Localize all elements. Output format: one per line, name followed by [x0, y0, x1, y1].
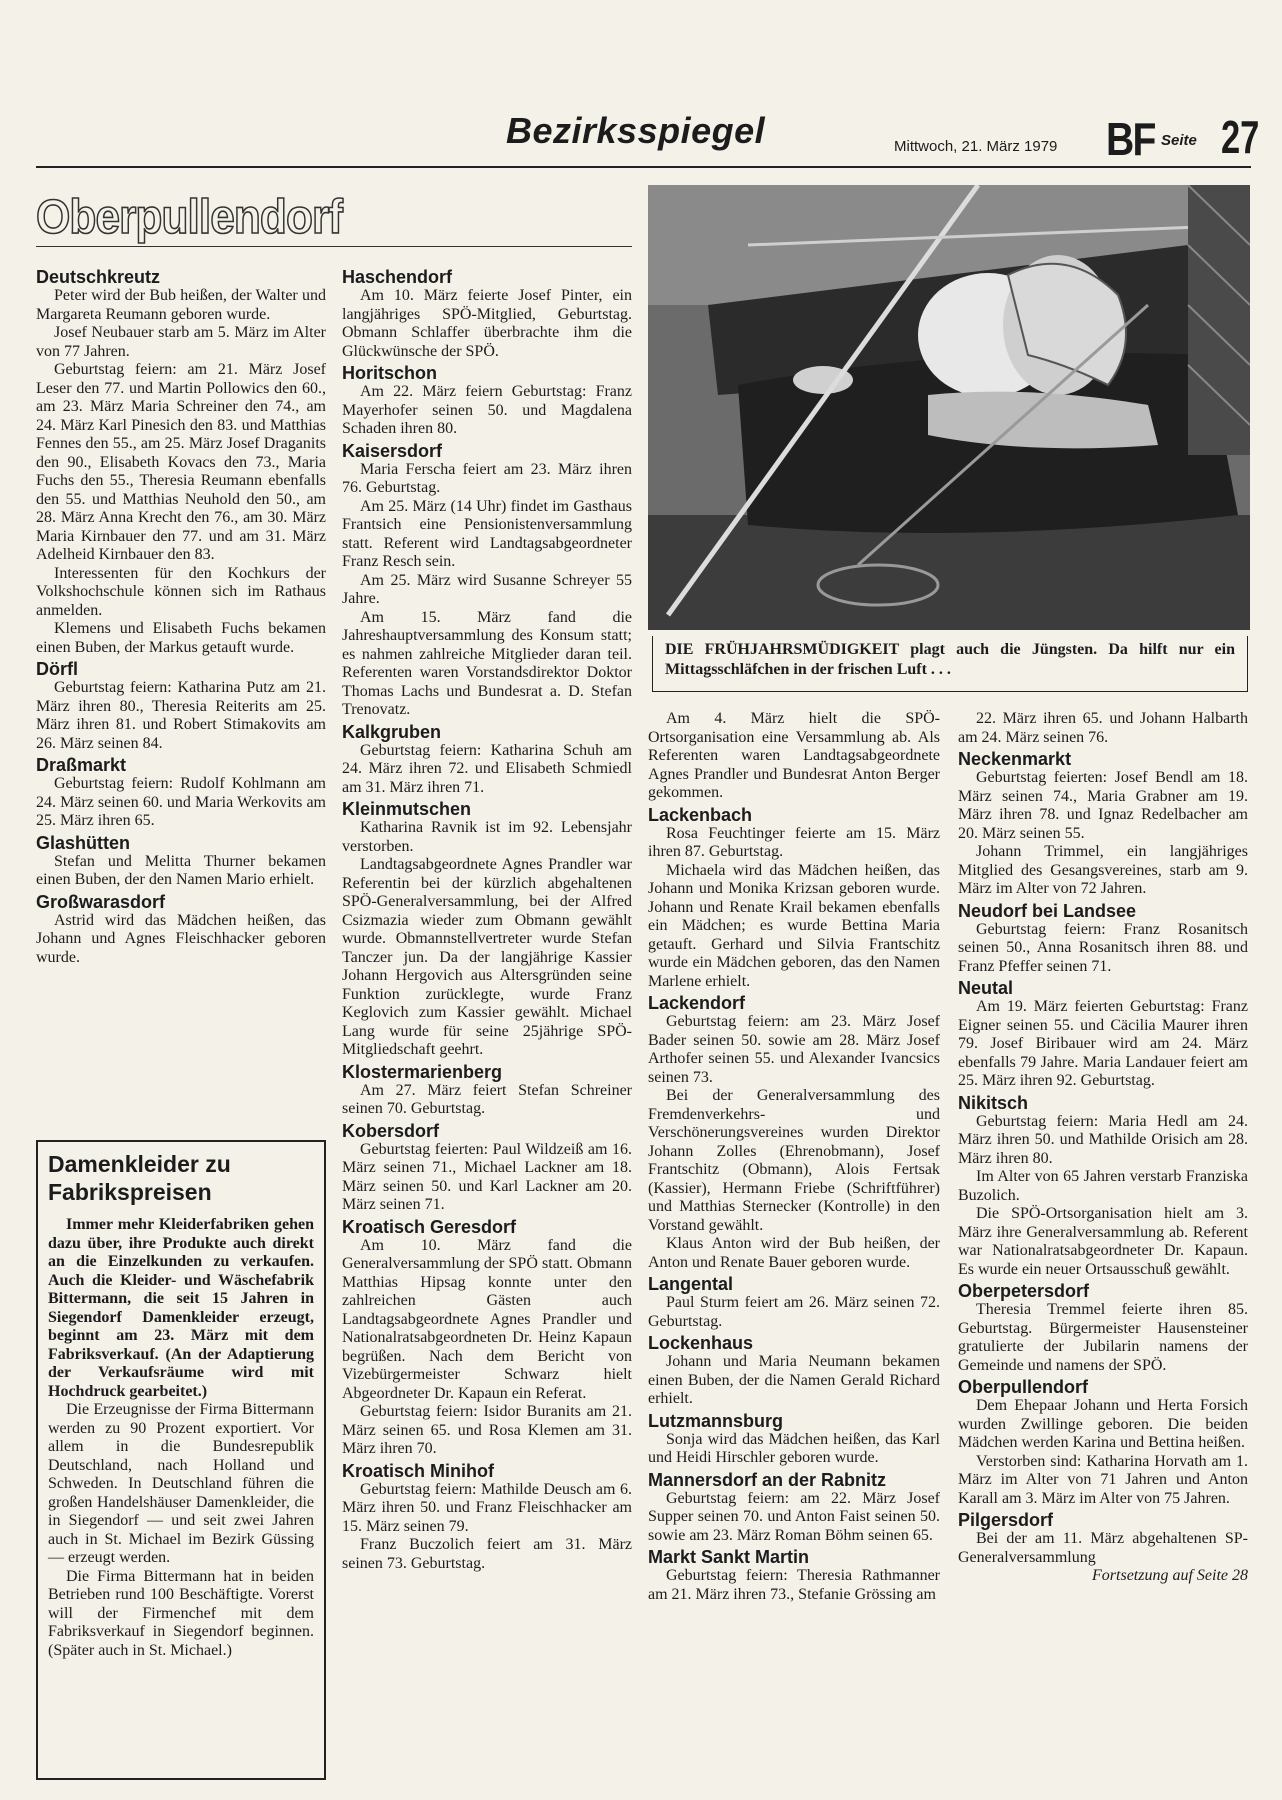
newspaper-logo: BF [1106, 113, 1155, 165]
district-rule [36, 246, 632, 247]
page-number: 27 [1221, 111, 1260, 163]
news-paragraph: Geburtstag feiern: Mathilde Deusch am 6. März ihren 50. und Franz Fleischhacker am 15. März seinen 79. [342, 1480, 632, 1535]
place-heading: Lockenhaus [648, 1333, 754, 1353]
place-heading: Langental [648, 1274, 734, 1294]
news-paragraph: Geburtstag feiern: Katharina Schuh am 24. März ihren 72. und Elisabeth Schmiedl am 31. März ihren 71. [342, 741, 632, 796]
photo-image [648, 185, 1250, 630]
news-paragraph: Johann und Maria Neumann bekamen einen Buben, der die Namen Gerald Richard erhielt. [648, 1353, 940, 1407]
box-title: Damenkleider zu Fabrikspreisen [48, 1151, 231, 1205]
news-paragraph: Geburtstag feiern: Franz Rosanitsch seinen 50., Anna Rosanitsch ihren 88. und Franz Pfeffer seinen 71. [958, 920, 1248, 975]
news-paragraph: Josef Neubauer starb am 5. März im Alter von 77 Jahren. [36, 324, 326, 360]
page-label: Seite [1161, 132, 1197, 149]
news-paragraph: Johann Trimmel, ein langjähriges Mitglied des Gesangsvereines, starb am 9. März im Alter von 72 Jahren. [958, 843, 1248, 897]
news-paragraph: Interessenten für den Kochkurs der Volkshochschule können sich im Rathaus anmelden. [36, 564, 326, 619]
news-paragraph: Am 27. März feiert Stefan Schreiner seinen 70. Geburtstag. [342, 1081, 632, 1117]
place-heading: Kalkgruben [342, 721, 442, 742]
news-paragraph: Astrid wird das Mädchen heißen, das Johann und Agnes Fleischhacker geboren wurde. [36, 911, 326, 966]
news-paragraph: Am 22. März feiern Geburtstag: Franz Mayerhofer seinen 50. und Magdalena Schaden ihren 80. [342, 383, 632, 437]
news-paragraph: Geburtstag feiern: Isidor Buranits am 21. März seinen 65. und Rosa Klemen am 31. März ihren 70. [342, 1403, 632, 1457]
column-4 [958, 710, 1248, 1785]
place-heading: Oberpullendorf [958, 1377, 1088, 1397]
place-heading: Lutzmannsburg [648, 1410, 783, 1431]
place-heading: Horitschon [342, 363, 438, 383]
news-paragraph: Am 19. März feierten Geburtstag: Franz Eigner seinen 55. und Cäcilia Maurer ihren 79. Josef Biribauer wird am 24. März ebenfalls 79 Jahre. Maria Landauer feiert am 25. März ihren 92. Geburtstag. [958, 998, 1248, 1089]
box-paragraph: Die Firma Bittermann hat in beiden Betrieben rund 100 Beschäftigte. Vorerst will der Firmenchef mit dem Fabriksverkauf in Siegendorf beginnen. (Später auch in St. Michael.) [48, 1567, 314, 1659]
news-paragraph: Klemens und Elisabeth Fuchs bekamen einen Buben, der Markus getauft wurde. [36, 620, 326, 656]
news-paragraph: Bei der Generalversammlung des Fremdenverkehrs- und Verschönerungsvereines wurden Direktor Johann Zolles (Ehrenobmann), Josef Frantschitz (Obmann), Alois Fertsak (Kassier), Hermann Friebe (Schriftführer) und Matthias Sternecker (Kontrolle) in den Vorstand gewählt. [648, 1087, 940, 1234]
news-paragraph: Sonja wird das Mädchen heißen, das Karl und Heidi Hirschler geboren wurde. [648, 1430, 940, 1466]
news-paragraph: Geburtstag feiern: Katharina Putz am 21. März ihren 80., Theresia Reiterits am 25. März ihren 81. und Robert Stimakovits am 26. März seinen 84. [36, 679, 326, 752]
place-heading: Deutschkreutz [36, 267, 161, 287]
news-paragraph: Geburtstag feiern: am 21. März Josef Leser den 77. und Martin Pollowics den 60., am 23. März Maria Schreiner den 74., am 24. März Karl Pinesich den 83. und Matthias Fennes den 55., am 25. März Josef Draganits den 90., Elisabeth Kovacs den 73., Maria Fuchs den 55., Theresia Reumann ebenfalls den 55. und Matthias Neuhold den 50., am 28. März Anna Krecht den 76., am 30. März Maria Kirnbauer den 77. und am 31. März Adelheid Kirnbauer den 83. [36, 361, 326, 563]
section-title: Bezirksspiegel [506, 110, 766, 151]
news-paragraph: Geburtstag feiern: Rudolf Kohlmann am 24. März seinen 60. und Maria Werkovits am 25. März ihren 65. [36, 775, 326, 829]
box-lead: Immer mehr Kleiderfabriken gehen dazu über, ihre Produkte auch direkt an die Einzelkunden zu verkaufen. Auch die Kleider- und Wäschefabrik Bittermann, die seit 15 Jahren in Siegendorf Damenkleider erzeugt, beginnt am 23. März mit dem Fabriksverkauf. (An der Adaptierung der Verkaufsräume wird mit Hochdruck gearbeitet.) [48, 1216, 314, 1400]
news-paragraph: Klaus Anton wird der Bub heißen, der Anton und Renate Bauer geboren wurde. [648, 1235, 940, 1271]
news-paragraph: Landtagsabgeordnete Agnes Prandler war Referentin bei der kürzlich abgehaltenen SPÖ-Generalversammlung, bei der Alfred Csizmazia wieder zum Obmann gewählt wurde. Obmannstellvertreter wurde Stefan Tanczer jun. Da der langjährige Kassier Johann Hergovich aus Altersgründen seine Funktion zurücklegte, wurde Franz Keglovich zum Kassier gewählt. Michael Lang wurde für seine 25jährige SPÖ-Mitgliedschaft geehrt. [342, 856, 632, 1058]
place-heading: Dörfl [36, 659, 78, 679]
news-paragraph: Im Alter von 65 Jahren verstarb Franziska Buzolich. [958, 1168, 1248, 1204]
place-heading: Kobersdorf [342, 1120, 440, 1141]
place-heading: Draßmarkt [36, 755, 127, 775]
news-paragraph: Franz Buczolich feiert am 31. März seinen 73. Geburtstag. [342, 1536, 632, 1572]
continuation-note: Fortsetzung auf Seite 28 [1092, 1567, 1248, 1584]
place-heading: Kaisersdorf [342, 440, 443, 461]
place-heading: Pilgersdorf [958, 1510, 1054, 1530]
place-heading: Neutal [958, 978, 1014, 998]
column-1 [36, 265, 326, 1135]
news-paragraph: Theresia Tremmel feierte ihren 85. Geburtstag. Bürgermeister Hausensteiner gratulierte der Jubilarin namens der Gemeinde und namens der SPÖ. [958, 1301, 1248, 1374]
news-paragraph: Rosa Feuchtinger feierte am 15. März ihren 87. Geburtstag. [648, 824, 940, 860]
news-paragraph: Stefan und Melitta Thurner bekamen einen Buben, der den Namen Mario erhielt. [36, 852, 326, 888]
news-paragraph: Dem Ehepaar Johann und Herta Forsich wurden Zwillinge geboren. Die beiden Mädchen werden Karina und Bettina heißen. [958, 1397, 1248, 1451]
place-heading: Markt Sankt Martin [648, 1547, 810, 1567]
place-heading: Kroatisch Minihof [342, 1460, 494, 1481]
news-paragraph: Maria Ferscha feiert am 23. März ihren 76. Geburtstag. [342, 460, 632, 496]
column-3 [648, 710, 940, 1785]
news-paragraph: 22. März ihren 65. und Johann Halbarth am 24. März seinen 76. [958, 710, 1248, 746]
news-paragraph: Am 25. März wird Susanne Schreyer 55 Jahre. [342, 571, 632, 607]
place-heading: Oberpetersdorf [958, 1281, 1090, 1301]
place-heading: Glashütten [36, 832, 131, 853]
news-paragraph: Katharina Ravnik ist im 92. Lebensjahr verstorben. [342, 819, 632, 855]
place-heading: Nikitsch [958, 1092, 1029, 1113]
news-paragraph: Geburtstag feierten: Josef Bendl am 18. März seinen 74., Maria Grabner am 19. März ihren 78. und Ignaz Redelbacher am 20. März seinen 55. [958, 769, 1248, 842]
news-paragraph: Peter wird der Bub heißen, der Walter und Margareta Reumann geboren wurde. [36, 287, 326, 323]
sleeping-baby-photo [648, 185, 1250, 630]
place-heading: Neudorf bei Landsee [958, 900, 1137, 921]
place-heading: Neckenmarkt [958, 749, 1072, 769]
news-paragraph: Michaela wird das Mädchen heißen, das Johann und Monika Krizsan geboren wurde. Johann und Renate Krail bekamen ebenfalls ein Mädchen; es wurde Bettina Maria getauft. Gerhard und Silvia Frantschitz wurde ein Mädchen geboren, das den Namen Marlene erhielt. [648, 861, 940, 990]
news-paragraph: Die SPÖ-Ortsorganisation hielt am 3. März ihre Generalversammlung ab. Referent war Nationalratsabgeordneter Dr. Kapaun. Es wurde ein neuer Ortsausschuß gewählt. [958, 1205, 1248, 1278]
place-heading: Klostermarienberg [342, 1061, 503, 1082]
news-paragraph: Am 15. März fand die Jahreshauptversammlung des Konsum statt; es nahmen zahlreiche Mitglieder daran teil. Referenten waren Vorstandsdirektor Doktor Thomas Lachs und Bundesrat a. D. Stefan Trenovatz. [342, 608, 632, 718]
photo-caption: DIE FRÜHJAHRSMÜDIGKEIT plagt auch die Jüngsten. Da hilft nur ein Mittagsschläfchen in der frischen Luft . . . [652, 636, 1248, 692]
place-heading: Haschendorf [342, 267, 453, 287]
place-heading: Großwarasdorf [36, 891, 166, 912]
place-heading: Kleinmutschen [342, 799, 472, 819]
fabric-sale-box [36, 1140, 326, 1780]
issue-date: Mittwoch, 21. März 1979 [894, 138, 1058, 155]
news-paragraph: Am 10. März feierte Josef Pinter, ein langjähriges SPÖ-Mitglied, Geburtstag. Obmann Schlaffer überbrachte ihm die Glückwünsche der SPÖ. [342, 287, 632, 360]
news-paragraph: Am 25. März (14 Uhr) findet im Gasthaus Frantsich eine Pensionistenversammlung statt. Referent wird Landtagsabgeordneter Franz Resch sein. [342, 497, 632, 570]
news-paragraph: Am 10. März fand die Generalversammlung der SPÖ statt. Obmann Matthias Hipsag konnte unter den zahlreichen Gästen auch Landtagsabgeordnete Agnes Prandler und Nationalratsabgeordneten Dr. Heinz Kapaun begrüßen. Nach dem Bericht von Vizebürgermeister Schwarz hielt Abgeordneter Dr. Kapaun ein Referat. [342, 1236, 632, 1402]
news-paragraph: Geburtstag feierten: Paul Wildzeiß am 16. März seinen 71., Michael Lackner am 18. März seinen 50. und Karl Lackner am 20. März seinen 71. [342, 1140, 632, 1213]
news-paragraph: Am 4. März hielt die SPÖ-Ortsorganisation eine Versammlung ab. Als Referenten waren Landtagsabgeordnete Agnes Prandler und Bundesrat Anton Berger gekommen. [648, 710, 940, 801]
place-heading: Mannersdorf an der Rabnitz [648, 1469, 887, 1490]
masthead [36, 110, 1260, 170]
news-paragraph: Geburtstag feiern: am 22. März Josef Supper seinen 70. und Anton Faist seinen 50. sowie am 23. März Roman Böhm seinen 65. [648, 1489, 940, 1544]
box-paragraph: Die Erzeugnisse der Firma Bittermann werden zu 90 Prozent exportiert. Vor allem in die Bundesrepublik Deutschland, nach Holland und Schweden. In Deutschland führen die großen Handelshäuser Damenkleider, die in Siegendorf — und seit zwei Jahren auch in St. Michael im Bezirk Güssing — erzeugt werden. [48, 1401, 314, 1566]
news-paragraph: Geburtstag feiern: Theresia Rathmanner am 21. März ihren 73., Stefanie Grössing am [648, 1567, 940, 1603]
district-heading: Oberpullendorf [36, 191, 343, 244]
place-heading: Kroatisch Geresdorf [342, 1216, 517, 1237]
column-2 [342, 265, 632, 1785]
place-heading: Lackendorf [648, 993, 746, 1013]
news-paragraph: Verstorben sind: Katharina Horvath am 1. März im Alter von 71 Jahren und Anton Karall am 3. März im Alter von 75 Jahren. [958, 1452, 1248, 1507]
news-paragraph: Geburtstag feiern: am 23. März Josef Bader seinen 50. sowie am 28. März Josef Arthofer seinen 55. und Alexander Ivancsics seinen 73. [648, 1013, 940, 1086]
news-paragraph: Geburtstag feiern: Maria Hedl am 24. März ihren 50. und Mathilde Orisich am 28. März ihren 80. [958, 1112, 1248, 1167]
header-rule [36, 166, 1251, 168]
news-paragraph: Paul Sturm feiert am 26. März seinen 72. Geburtstag. [648, 1294, 940, 1330]
place-heading: Lackenbach [648, 804, 753, 825]
news-paragraph: Bei der am 11. März abgehaltenen SP-Generalversammlung [958, 1530, 1248, 1566]
